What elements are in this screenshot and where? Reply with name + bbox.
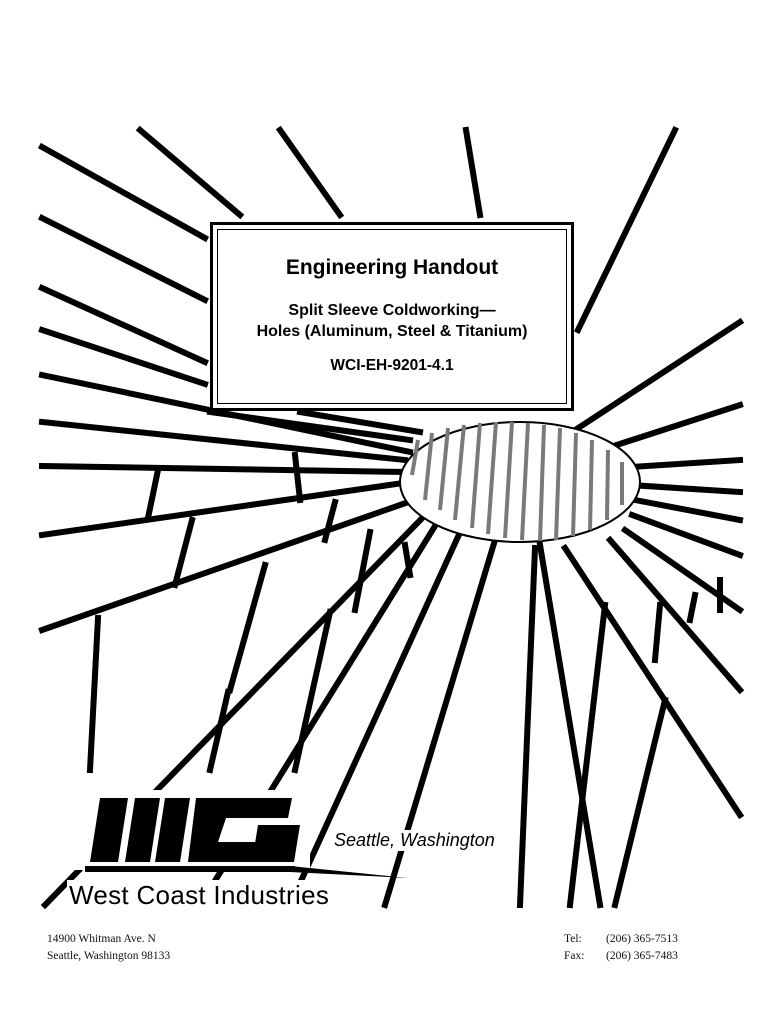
tel-label: Tel: bbox=[564, 933, 582, 945]
address-line-1: 14900 Whitman Ave. N bbox=[47, 933, 156, 945]
title-box bbox=[210, 222, 574, 411]
subtitle-line-2: Holes (Aluminum, Steel & Titanium) bbox=[256, 323, 528, 340]
document-number: WCI-EH-9201-4.1 bbox=[330, 357, 454, 374]
tel-row bbox=[564, 931, 678, 948]
address-line-2: Seattle, Washington 98133 bbox=[47, 950, 171, 962]
handout-subtitle bbox=[213, 300, 571, 342]
fax-row bbox=[564, 948, 678, 965]
tel-number: (206) 365-7513 bbox=[606, 933, 678, 945]
contact-block bbox=[564, 931, 678, 965]
hole-illustration bbox=[400, 422, 640, 542]
address-block bbox=[47, 931, 170, 965]
fax-number: (206) 365-7483 bbox=[606, 950, 678, 962]
subtitle-line-1: Split Sleeve Coldworking— bbox=[288, 302, 496, 319]
logo-lettering: WCI bbox=[185, 842, 187, 843]
company-name: West Coast Industries bbox=[69, 880, 330, 910]
fax-label: Fax: bbox=[564, 950, 585, 962]
company-city: Seattle, Washington bbox=[331, 830, 498, 851]
handout-heading: Engineering Handout bbox=[285, 256, 499, 279]
